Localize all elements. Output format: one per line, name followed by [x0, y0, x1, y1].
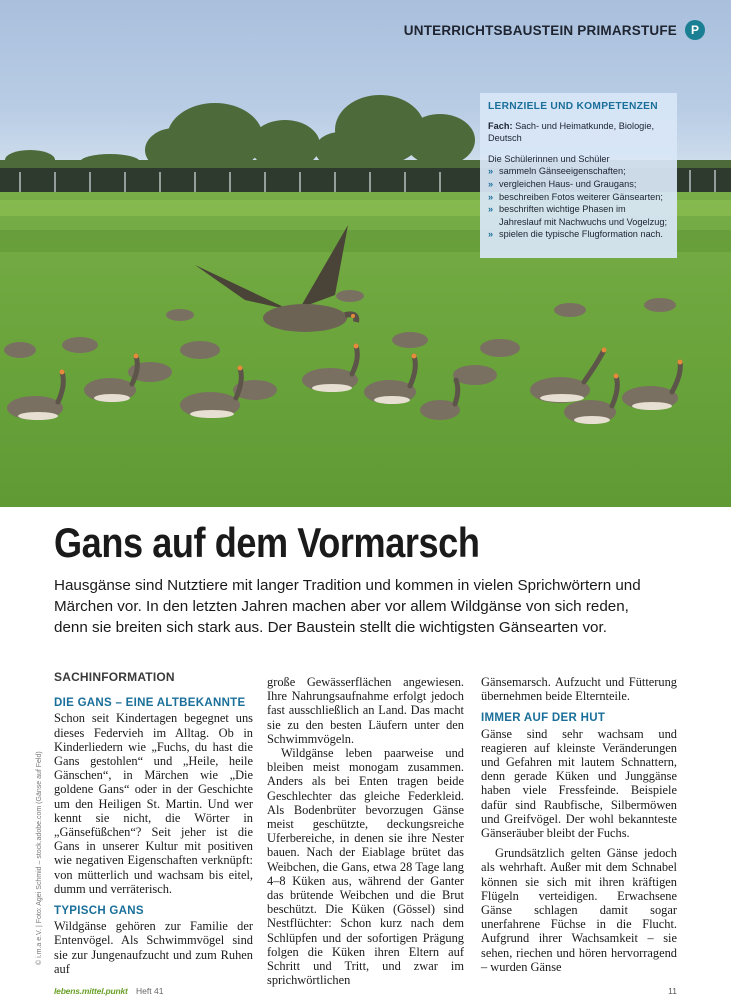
chevron-right-icon: »	[488, 229, 494, 240]
text-column-2	[267, 675, 464, 987]
text-column-3	[481, 675, 677, 974]
paragraph: Wildgänse gehören zur Familie der Entenvögel. Als Schwimmvögel sind sie zur Jungenaufzucht und zum Ruhen auf	[54, 919, 253, 976]
subject-value: Sach- und Heimatkunde, Biologie, Deutsch	[488, 120, 654, 144]
subheading: IMMER AUF DER HUT	[481, 712, 606, 725]
learning-goals-box	[480, 93, 677, 258]
goals-title: LERNZIELE UND KOMPETENZEN	[488, 101, 658, 112]
chevron-right-icon: »	[488, 191, 494, 202]
section-header	[404, 20, 705, 40]
chevron-right-icon: »	[488, 204, 494, 215]
goal-item: » beschreiben Fotos weiterer Gänsearten;	[488, 191, 663, 202]
section-heading: SACHINFORMATION	[54, 670, 175, 684]
paragraph: Schon seit Kindertagen begegnet uns dieses Federvieh im Alltag. Ob in Kinderliedern wie „Fuchs, du hast die Gans gestohlen“ und „Heile, heile Gänschen“, in Märchen wie „Die goldene Gans“ oder in der Geschichte um den Heiligen St. Martin. Und wer kennt sie nicht, die Wörter in „Gänsefüßchen“? Seit jeher ist die Gans in unserer Kultur mit positiven wie negativen Eigenschaften verknüpft: von mütterlich und wachsam bis eitel, dumm und verräterisch.	[54, 711, 253, 896]
goals-list	[488, 165, 669, 241]
goals-intro: Die Schülerinnen und Schüler	[488, 153, 610, 164]
paragraph: Wildgänse leben paarweise und bleiben meist monogam zusammen. Anders als bei Enten tragen beide Geschlechter das gleiche Federkleid. Als Bodenbrüter bevorzugen Gänse meist geschützte, deckungsreiche Uferbereiche, in denen sie ihre Nester bauen. Nach der Eiablage brütet das Weibchen, die Gans, etwa 28 Tage lang 4–8 Küken aus, während der Ganter das brütende Weibchen und die Brut beschützt. Die Küken (Gössel) sind Nestflüchter: Schon kurz nach dem Schlüpfen und der sofortigen Prägung folgen die Küken ihren Eltern auf Schritt und Tritt, und zwar im sprichwörtlichen	[267, 746, 464, 988]
subheading: TYPISCH GANS	[54, 905, 144, 918]
chevron-right-icon: »	[488, 178, 494, 189]
goals-subject	[488, 120, 669, 145]
issue-label: Heft 41	[136, 986, 164, 996]
paragraph: Gänsemarsch. Aufzucht und Fütterung übernehmen beide Elternteile.	[481, 675, 677, 704]
article-title: Gans auf dem Vormarsch	[54, 519, 480, 566]
paragraph: Gänse sind sehr wachsam und reagieren auf kleinste Veränderungen und Gefahren mit lautem Schnattern, denn gerade Küken und Junggänse haben viele Fressfeinde. Beispiele dafür sind Raubfische, Silbermöwen und Greifvögel. Der wohl bekannteste Gänseräuber bleibt der Fuchs.	[481, 726, 677, 841]
chevron-right-icon: »	[488, 166, 494, 177]
paragraph: Grundsätzlich gelten Gänse jedoch als wehrhaft. Außer mit dem Schnabel können sie sich mit ihren kräftigen Flügeln verteidigen. Erwachsene Gänse schlagen damit sogar unerfahrene Füchse in die Flucht. Aufgrund ihrer Wachsamkeit – sie sehen, riechen und hören hervorragend – wurden Gänse	[481, 846, 677, 974]
subheading: DIE GANS – EINE ALTBEKANNTE	[54, 697, 246, 710]
photo-credit-text: © i.m.a e.V. | Foto: Agei Schmid – stock.adobe.com (Gänse auf Feld)	[36, 751, 43, 965]
goal-item: » vergleichen Haus- und Graugans;	[488, 178, 637, 189]
goal-item: » spielen die typische Flugformation nach.	[488, 229, 663, 240]
level-badge: P	[685, 20, 705, 40]
article-lead: Hausgänse sind Nutztiere mit langer Tradition und kommen in vielen Sprichwörtern und Märchen vor. In den letzten Jahren machen aber vor allem Wildgänse von sich reden, denn sie breiten sich stark aus. Der Baustein stellt die wichtigsten Gänsearten vor.	[54, 577, 641, 636]
footer	[54, 986, 163, 996]
goal-item: » sammeln Gänseeigenschaften;	[488, 166, 626, 177]
magazine-logo: lebens.mittel.punkt	[54, 986, 128, 996]
section-label: UNTERRICHTSBAUSTEIN PRIMARSTUFE	[403, 22, 677, 38]
photo-credit	[36, 735, 46, 965]
text-column-1	[54, 670, 253, 976]
page-number: 11	[668, 986, 677, 996]
goal-item: » beschriften wichtige Phasen im Jahreslauf mit Nachwuchs und Vogelzug;	[488, 204, 668, 227]
subject-label: Fach:	[488, 120, 513, 131]
paragraph: große Gewässerflächen angewiesen. Ihre Nahrungsaufnahme erfolgt jedoch fast ausschließlich an Land. Das macht sie zu den besten Läufern unter den Schwimmvögeln.	[267, 675, 464, 746]
